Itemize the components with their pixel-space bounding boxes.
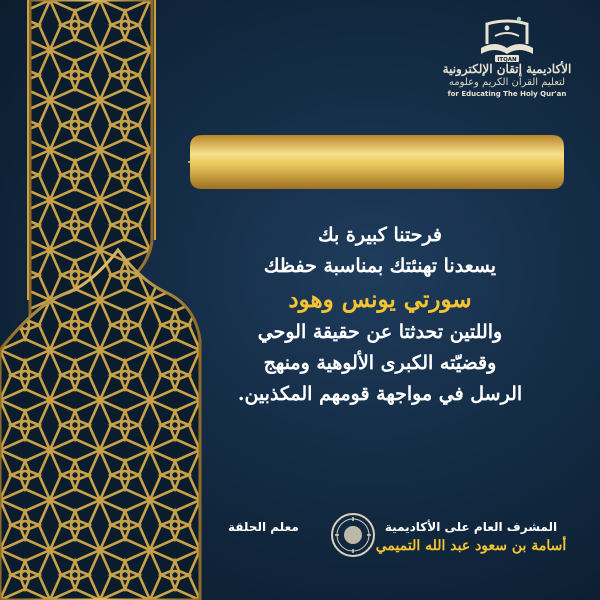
academy-subtitle-en: for Educating The Holy Qur'an — [447, 90, 567, 98]
logo-badge-text: ITQAN — [497, 57, 517, 62]
supervisor-signature — [366, 518, 576, 556]
academy-logo — [432, 14, 582, 99]
message-line-1: فرحتنا كبيرة بك — [317, 224, 443, 246]
gold-banner — [188, 133, 566, 191]
academy-subtitle-ar: لتعليم القرآن الكريم وعلومه — [448, 77, 566, 88]
message-line-6: الرسل في مواجهة قومهم المكذبين. — [237, 383, 523, 405]
teacher-label: معلم الحلقة — [228, 520, 299, 534]
academy-name: الأكاديمية إتقان الإلكترونية — [442, 62, 572, 76]
supervisor-role: المشرف العام على الأكاديمية — [384, 520, 558, 534]
quran-book-icon — [475, 14, 539, 62]
message-line-5: وقضيّته الكبرى الألوهية ومنهج — [263, 352, 497, 374]
message-line-4: واللتين تحدثتا عن حقيقة الوحي — [257, 321, 503, 343]
supervisor-name: أسامة بن سعود عبد الله التميمي — [375, 538, 567, 554]
message-highlight: سورتي يونس وهود — [288, 286, 472, 313]
congratulation-message — [190, 220, 570, 410]
message-line-2: يسعدنا تهنئتك بمناسبة حفظك — [263, 255, 497, 277]
